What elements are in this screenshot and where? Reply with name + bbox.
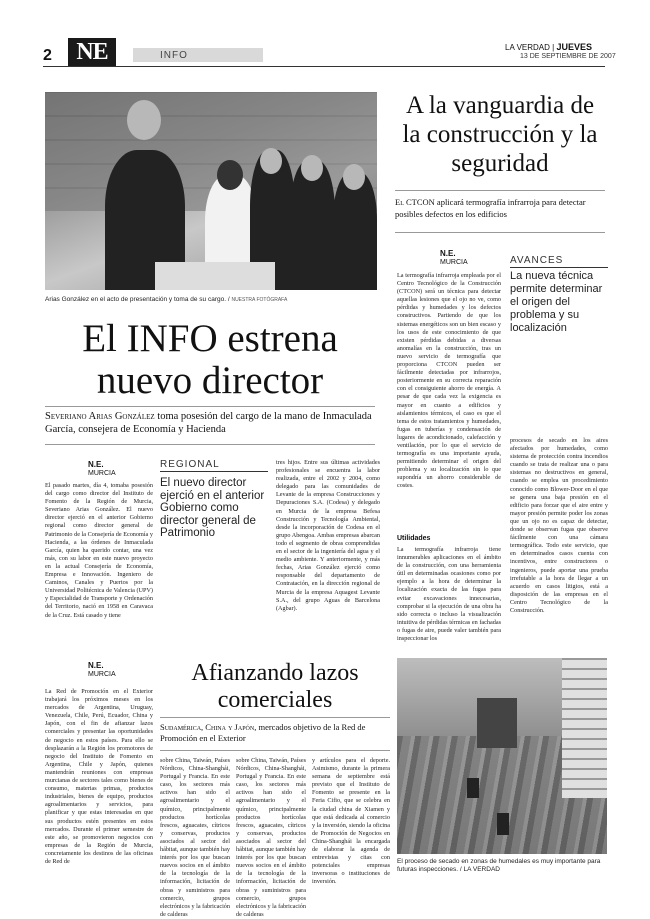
article-column: sobre China, Taiwán, Países Nórdicos, China-Shanghái, Portugal y Francia. En este caso, los sectores más activos han sido el agroalimentario y el químico, principalmente productos hortícolas frescos, aguacates, cítricos y conservas, productos asociados al sector del hábitat, aunque también hay interés por los que buscan nuevos socios en el ámbito de la tecnología de la información, licitación de obras y suministros para comercio, grupos electrónicos y la fabricación de calderas [236, 757, 306, 918]
divider [45, 406, 375, 407]
photo-figure-head [260, 148, 282, 174]
subtitle-text: mercados objetivo de la Red de Promoción en el Exterior [160, 722, 366, 743]
photo-figure-head [217, 160, 243, 190]
article-column: La termografía infrarroja empleada por el Centro Tecnológico de la Construcción (CTCON) será un técnica para detectar aquellas lesiones que el ojo no ve, como pérdidas y humedades y los defectos constructivos. Partiendo de que los sistemas energéticos son un bien escaso y los usos de este conocimiento de que existen pérdidas debidas a diversas anomalías en la construcción, tras un nuevo servicio de termografía que proporciona CTCON pueden ser fácilmente detectadas por infrarrojos, posteriormente en su correcta reparación con el consiguiente ahorro de energía. A pesar de que cada vez la exigencia es mayor en cuanto a edificios y aislamientos térmicos, el caso es que el tema de estos tratamientos y humedades, fugas en tuberías y condensación de lugares de acondicionado, calefacción y ventilación, por lo que el servicio de termografía es una importante ayuda, permitiendo determinar el origen del problema y su localización sin lo que supondría un ahorro considerable de costes. [397, 272, 501, 490]
photo-worker [467, 778, 479, 798]
regional-label: REGIONAL [160, 459, 220, 470]
article-subtitle [45, 410, 375, 436]
photo-worker [497, 813, 509, 835]
pull-quote: La nueva técnica permite determinar el origen del problema y su localización [510, 270, 603, 334]
photo-podium [155, 262, 275, 290]
section-label: INFO [160, 50, 188, 61]
paper-title: LA VERDAD [505, 43, 550, 52]
photo-credit: LA VERDAD [463, 866, 500, 873]
byline-place: MURCIA [88, 671, 116, 678]
article-column: La Red de Promoción en el Exterior trabajará los próximos meses en los mercados de Argentina, Uruguay, Venezuela, Chile, Perú, Ecuador, China y Japón, con el fin de afianzar lazos comerciales y presentar las oportunidades de negocio en estos países. Para ello se desplazarán a la Región los promotores de negocio del Instituto de Fomento en Argentina, Chile y Japón, quienes mantendrán reuniones con empresas murcianas de sectores tales como bienes de consumo, materias primas, productos industriales, bienes de equipo, productos agroalimentarios y servicios, para planificar y que estas interesadas en que sus productos estén presentes en estos mercados. Durante el primer semestre de este año, se promovieron negocios con empresas de la Región de Murcia, concretamente los destinos de las oficinas de Red de [45, 688, 153, 865]
newspaper-logo: NE [68, 38, 116, 66]
pull-quote: El nuevo director ejerció en el anterior Gobierno como director general de Patrimonio [160, 477, 265, 539]
subtitle-text: aplicará termografía infrarroja para detectar posibles defectos en los edificios [395, 197, 586, 219]
article-headline: Afianzando lazos comerciales [191, 660, 359, 713]
photo-figure-head [127, 100, 161, 140]
paper-date: 13 DE SEPTIEMBRE DE 2007 [520, 53, 616, 60]
photo-machine [477, 698, 517, 748]
divider [45, 444, 375, 445]
article-subtitle [160, 722, 390, 744]
paper-day: JUEVES [556, 42, 592, 52]
photo-figure-head [301, 155, 323, 181]
divider [395, 190, 605, 191]
subheading: Utilidades [397, 535, 431, 542]
article-column: tres hijos. Entre sus últimas actividades profesionales se encuentra la labor realizada, entre el 2002 y 2004, como delegado para las comunidades de Levante de la empresa Construcciones y Depuraciones S.A. (Codesa) y delegado en Murcia de la empresa Befesa Construcción y Tecnología Ambiental, desde la incorporación de Codesa en el grupo Abengoa. Ambas empresas abarcan todo el segmento de obras comprendidas en el sector de la ingeniería del agua y el medio ambiente. Y anteriormente, y más fechas, Arias González ejerció como responsable del departamento de Contratación, en la dirección regional de Murcia de la empresa Aquagest Levante S.A., del grupo Aguas de Barcelona (Agbar). [276, 459, 380, 612]
article-headline: El INFO estrena nuevo director [82, 317, 338, 402]
article-subtitle [395, 196, 605, 220]
paper-name: LA VERDAD | JUEVES [505, 42, 592, 52]
divider [395, 232, 605, 233]
divider [510, 267, 608, 268]
avances-label: AVANCES [510, 255, 564, 266]
divider [160, 471, 268, 472]
photo-caption: Arias González en el acto de presentación y toma de su cargo. / NUESTRA FOTÓGRAFA [45, 296, 288, 303]
section-bar [133, 48, 263, 62]
byline-place: MURCIA [440, 259, 468, 266]
article-column: El pasado martes, día 4, tomaba posesión del cargo como director del Instituto de Fomento de la Región de Murcia, Severiano Arias González. El nuevo director ejerció en el anterior Gobierno regional como director general de Patrimonio de la Consejería de Economía y Hacienda, a las órdenes de Inmaculada García, quien ha querido contar, una vez más, con su labor en este nuevo proyecto en la actual Consejería de Economía, Empresa e Innovación. Ingeniero de Caminos, Canales y Puertos por la Universidad Politécnica de Valencia (UPV) y Especialidad de Transporte y Ordenación del Territorio, nació en 1958 en Caravaca de la Cruz. Está casado y tiene [45, 482, 153, 619]
subtitle-name: Sudamérica, China y Japón, [160, 722, 257, 732]
photo-figure-head [343, 164, 365, 190]
article-column: procesos de secado en los aires afectados por humedades, como sistema de protección contra incendios cuando se trata de realizar una o para sistemas no destructivos en general, cuando se emplea un procedimiento conocido como Blower-Door en el que se genera una baja presión en el edificio para forzar que el aire entre y mayor presión permite poder los zonas que un ojo no es capaz de detectar, donde se observan fugas que observe fácilmente con una cámara termográfica. Todo este servicio, que en determinados casos cuenta con incentivos, entre constructores o ingenieros, puede aportar una prueba irrefutable a la hora de llegar a un acuerdo en casos litigios, está a disposición de las empresas en el Centro Tecnológico de la Construcción. [510, 437, 608, 614]
article-column: sobre China, Taiwán, Países Nórdicos, China-Shanghái, Portugal y Francia. En este caso, los sectores más activos han sido el agroalimentario y el químico, principalmente productos hortícolas frescos, aguacates, cítricos y conservas, productos asociados al sector del hábitat, aunque también hay interés por los que buscan nuevos socios en el ámbito de la tecnología de la información, licitación de obras y suministros para comercio, grupos electrónicos y la fabricación de calderas [160, 757, 230, 918]
article-column: La termografía infrarroja tiene innumerables aplicaciones en el ámbito de la construcción, con una herramienta útil en determinadas ocasiones como por ejemplo a la hora de determinar la localización exacta de las fugas para evitar excavaciones innecesarias, comprobar si la ejecución de una obra ha sido correcta o incluso la visualización intuitiva de pérdidas térmicas en fachadas o fugas de aire, puede valer también para inspeccionar los [397, 546, 501, 643]
article-photo-construction [397, 658, 607, 854]
byline-logo: N.E. [440, 249, 456, 258]
subtitle-text: toma posesión del cargo de la mano de Inmaculada García, consejera de Economía y Hacienda [45, 411, 372, 435]
byline [88, 461, 116, 478]
header-rule [43, 66, 605, 67]
byline-logo: N.E. [88, 661, 104, 670]
photo-credit: NUESTRA FOTÓGRAFA [231, 297, 288, 303]
subtitle-name: Severiano Arias González [45, 411, 155, 422]
photo-caption: El proceso de secado en zonas de humedales es muy importante para futuras inspecciones. / LA VERDAD [397, 858, 601, 873]
article-column: y artículos para el deporte. Asimismo, durante la primera semana de septiembre está previsto que el Instituto de Fomento se presente en la Feria Cifio, que se celebra en la ciudad china de Xiamen y que está dedicada al comercio y la inversión, siendo la oficina de Promoción de Negocios en China-Shanghái la encargada de elaborar la agenda de entrevistas y citas con potenciales empresas inversoras o instituciones de inversión. [312, 757, 390, 886]
byline-logo: N.E. [88, 460, 104, 469]
divider [160, 750, 390, 751]
article-photo-presentation [45, 92, 377, 290]
subtitle-name: El CTCON [395, 197, 435, 207]
page-number: 2 [43, 47, 52, 64]
photo-building [562, 658, 607, 798]
article-headline: A la vanguardia de la construcción y la seguridad [402, 92, 598, 177]
divider [160, 717, 390, 718]
byline [88, 662, 116, 679]
byline [440, 250, 468, 267]
byline-place: MURCIA [88, 470, 116, 477]
photo-caption-text: El proceso de secado en zonas de humedales es muy importante para futuras inspecciones. [397, 858, 601, 873]
photo-caption-text: Arias González en el acto de presentación y toma de su cargo. [45, 296, 227, 303]
